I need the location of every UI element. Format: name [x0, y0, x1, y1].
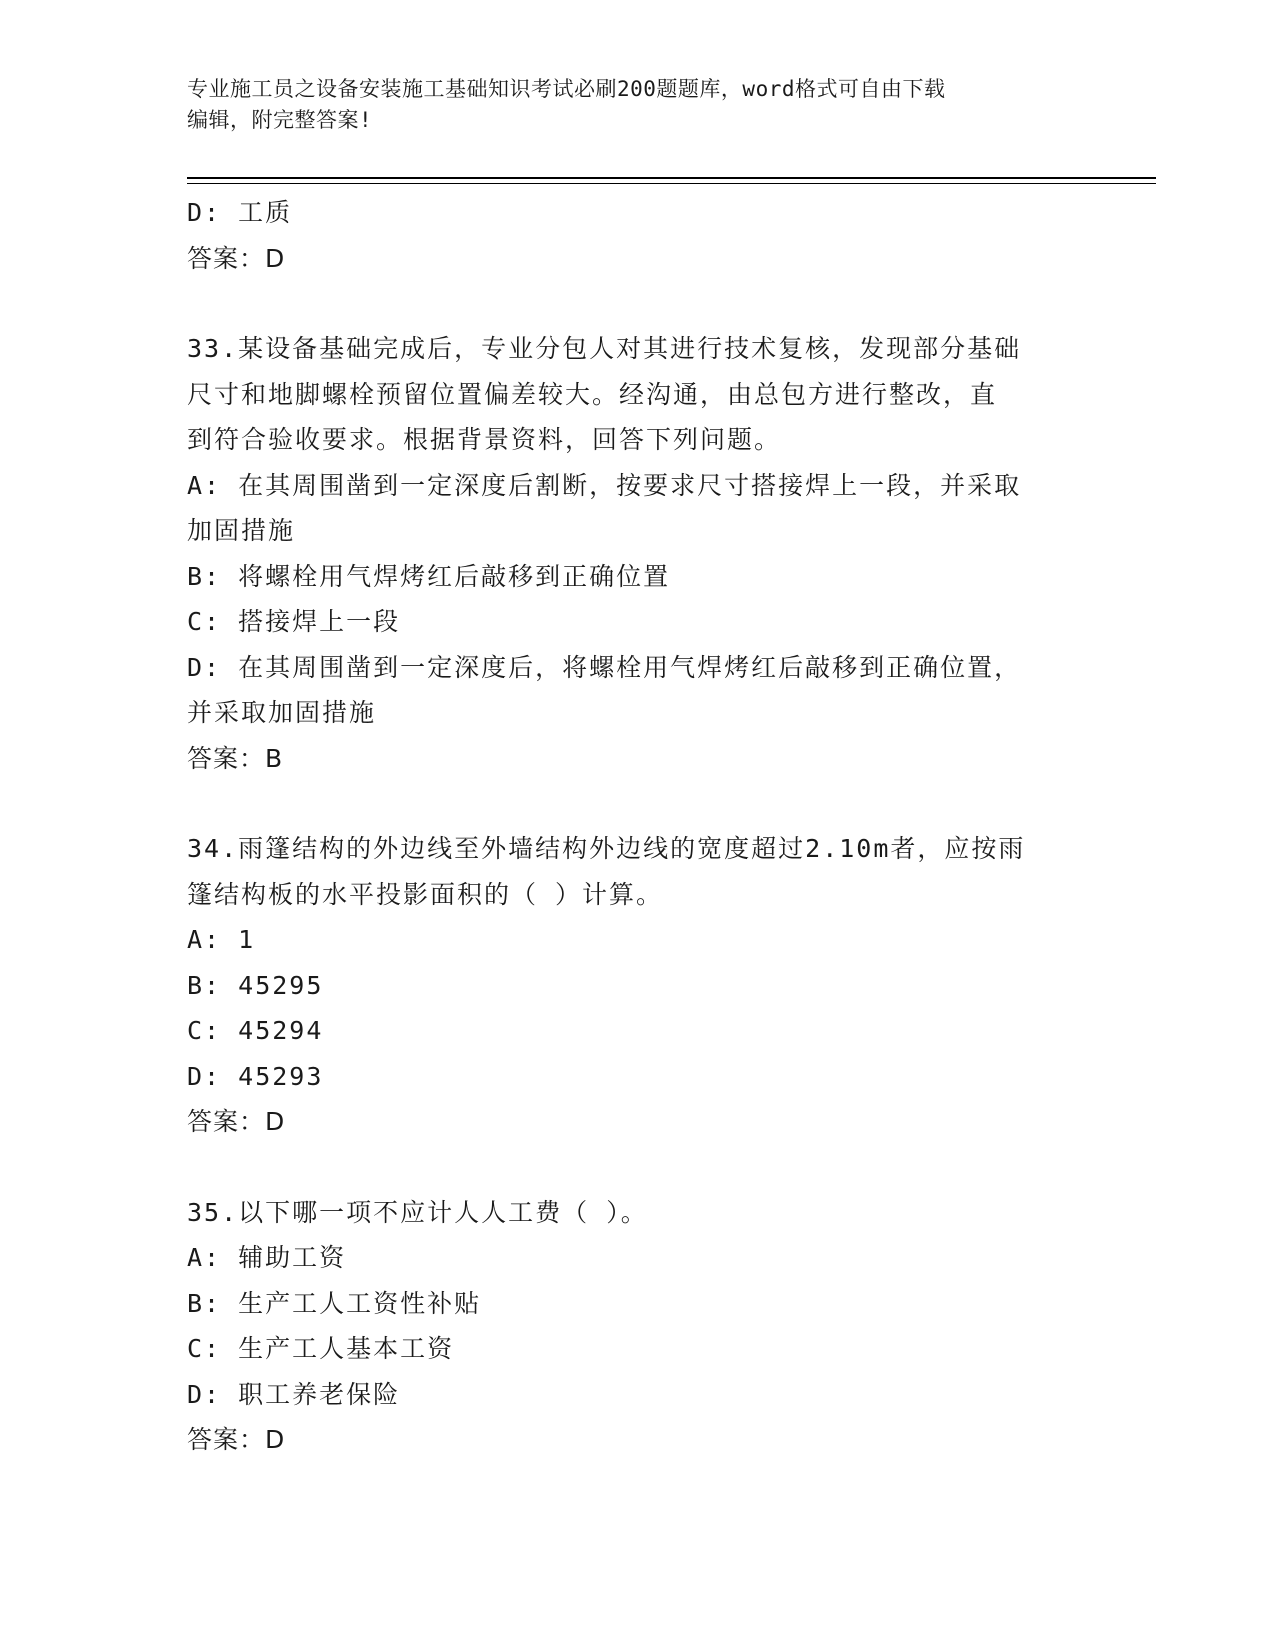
header-rule-thick	[187, 177, 1156, 179]
answer-line: 答案：D	[187, 1107, 286, 1136]
question-33	[187, 326, 1087, 781]
answer-line: 答案：D	[187, 1425, 286, 1454]
option-a: A: 1	[187, 925, 256, 954]
option-b: B: 45295	[187, 970, 324, 1000]
option-a: A: 辅助工资	[187, 1243, 347, 1272]
document-body	[187, 190, 1087, 1463]
option-a: A: 在其周围凿到一定深度后割断，按要求尺寸搭接焊上一段，并采取	[187, 470, 1022, 500]
question-gap	[187, 281, 1087, 326]
question-stem-line: 34.雨篷结构的外边线至外墙结构外边线的宽度超过2.10m者，应按雨	[187, 834, 1026, 863]
option-d: D: 工质	[187, 198, 293, 227]
question-stem-line: 尺寸和地脚螺栓预留位置偏差较大。经沟通，由总包方进行整改，直	[187, 379, 998, 409]
question-gap	[187, 1145, 1087, 1190]
option-b: B: 将螺栓用气焊烤红后敲移到正确位置	[187, 561, 671, 591]
question-stem-line: 35.以下哪一项不应计人人工费（ ）。	[187, 1197, 648, 1227]
option-d: D: 在其周围凿到一定深度后，将螺栓用气焊烤红后敲移到正确位置，	[187, 652, 1022, 682]
option-c: C: 生产工人基本工资	[187, 1334, 455, 1363]
answer-line: 答案：D	[187, 243, 286, 273]
question-32-tail	[187, 190, 1087, 281]
option-d-continued: 并采取加固措施	[187, 698, 377, 727]
option-b: B: 生产工人工资性补贴	[187, 1288, 482, 1318]
option-d: D: 职工养老保险	[187, 1379, 401, 1409]
document-header	[187, 74, 1067, 136]
answer-line: 答案：B	[187, 743, 284, 773]
option-a-continued: 加固措施	[187, 516, 296, 545]
option-c: C: 45294	[187, 1016, 324, 1045]
option-d: D: 45293	[187, 1061, 324, 1091]
question-34	[187, 826, 1087, 1145]
question-stem-line: 到符合验收要求。根据背景资料，回答下列问题。	[187, 425, 782, 454]
question-35	[187, 1190, 1087, 1463]
question-stem-line: 篷结构板的水平投影面积的（ ）计算。	[187, 879, 664, 909]
question-stem-line: 33.某设备基础完成后，专业分包人对其进行技术复核，发现部分基础	[187, 334, 1022, 363]
header-title-line1: 专业施工员之设备安装施工基础知识考试必刷200题题库，word格式可自由下载	[187, 77, 946, 101]
header-title-line2: 编辑，附完整答案!	[187, 108, 373, 132]
header-rule-thin	[187, 183, 1156, 184]
option-c: C: 搭接焊上一段	[187, 607, 401, 636]
question-gap	[187, 781, 1087, 826]
